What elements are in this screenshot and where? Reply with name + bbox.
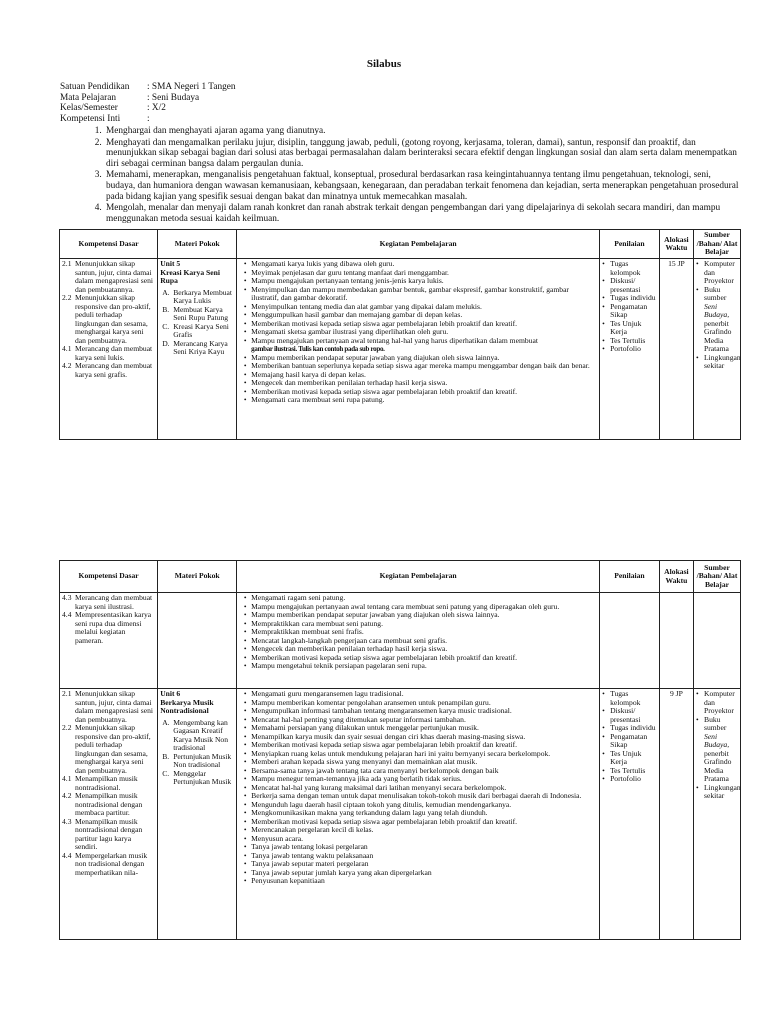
materi-item [160, 306, 234, 323]
kegiatan-text: Mampu memberikan pendapat seputar jawaban yang diajukan oleh siswa lainnya. [251, 352, 500, 362]
kegiatan-text: Mampu menegur teman-temannya jika ada yang berlatih tidak serius. [251, 774, 462, 783]
unit-title: Berkarya Musik Nontradisional [160, 697, 214, 715]
sumber-cell [694, 689, 741, 940]
header-sumber: Sumber /Bahan/ Alat Belajar [694, 230, 741, 259]
sumber-book-title: Seni Budaya, [704, 731, 730, 749]
sumber-item: • Komputer dan Proyektor [696, 260, 738, 286]
kegiatan-text: Mengunduh lagu daerah hasil ciptaan tokoh yang ditulis, kemudian mendengarkanya. [251, 799, 512, 809]
sumber-text: Lingkungan sekitar [704, 782, 741, 800]
kd-text: Menunjukkan sikap santun, jujur, cinta damai dalam mengapresiasi seni dan pembuatnya. [75, 689, 154, 724]
kegiatan-text: Memberikan motivasi kepada setiap siswa agar pembelajaran lebih proaktif dan kreatif. [251, 652, 518, 662]
kegiatan-text: Tanya jawab tentang waktu pelaksanaan [251, 850, 374, 860]
materi-text: Pertunjukan Musik Non tradisional [173, 751, 232, 769]
materi-item [160, 719, 234, 753]
kompetensi-inti-list [60, 126, 740, 225]
header-alokasi: Alokasi Waktu [659, 230, 693, 259]
ki-item: 4. Mengolah, menalar dan menyaji dalam ranah konkret dan ranah abstrak terkait dengan pengembangan dari yang dipelajarinya di sekolah secara mandiri, dan mampu menggunakan metoda sesuai kaidah keilmuan. [104, 203, 740, 224]
kegiatan-text: Memberi arahan kepada siswa yang menyanyi dan memainkan alat musik. [251, 757, 478, 766]
kegiatan-item: • Memberikan motivasi kepada setiap siswa agar pembelajaran lebih proaktif dan kreatif. [243, 318, 518, 328]
kd-item [62, 362, 155, 379]
header-alokasi: Alokasi Waktu [659, 561, 693, 593]
header-penilaian: Penilaian [600, 230, 660, 259]
kegiatan-item: • Mengunduh lagu daerah hasil ciptaan tokoh yang ditulis, kemudian mendengarkanya. [243, 799, 512, 809]
penilaian-item: • Portofolio [602, 344, 641, 353]
penilaian-text: Portofolio [610, 344, 641, 353]
kegiatan-item: • Mencatat langkah-langkah pengerjaan cara membuat seni grafis. [243, 635, 448, 645]
info-label: Kelas/Semester [60, 103, 118, 114]
materi-letter: A. [162, 287, 170, 297]
kd-text: Mempresentasikan karya seni rupa dua dimensi melalui kegiatan pameran. [75, 610, 152, 645]
kd-text: Menunjukkan sikap responsive dan pro-aktif, peduli terhadap lingkungan dan sesama, menghargai karya seni dan pembuatnya. [75, 723, 151, 775]
materi-text: Mengembang kan Gagasan Kreatif Karya Musik Non tradisional [173, 717, 229, 752]
sumber-text: Komputer dan Proyektor [704, 689, 735, 715]
info-label: Mata Pelajaran [60, 92, 117, 103]
kd-item [62, 775, 155, 792]
kegiatan-text: Mampu mengajukan pertanyaan awal tentang cara membuat seni patung yang diperagakan oleh guru. [251, 601, 560, 611]
kd-cell [60, 259, 158, 440]
sumber-text: Buku sumber [704, 714, 727, 732]
kegiatan-text: Mengecek dan memberikan penilaian terhadap hasil kerja siswa. [251, 644, 448, 653]
alokasi-cell [659, 593, 693, 689]
syllabus-table-2 [59, 560, 741, 940]
sumber-item: • Buku sumber Seni Budaya, penerbit Grafindo Media Pratama [696, 714, 732, 783]
kd-number: 4.3 [62, 593, 72, 602]
kd-number: 2.2 [62, 723, 72, 732]
document-title: Silabus [366, 58, 402, 70]
penilaian-text: Pengamatan Sikap [610, 301, 648, 319]
kegiatan-text: Berkerja sama dengan teman untuk dapat menulisakan tokoh-tokoh musik dari berbagai daerah di Indonesia. [251, 791, 582, 800]
kegiatan-item: • Mempraktikkan cara membuat seni patung. [243, 618, 383, 628]
materi-letter: C. [162, 321, 170, 331]
kegiatan-item: • Memberikan motivasi kepada setiap siswa agar pembelajaran lebih proaktif dan kreatif. [243, 816, 518, 826]
kegiatan-cell [237, 689, 600, 940]
kegiatan-item: • Mengumpulkan informasi tambahan tentang mengaransemen karya music tradisional. [243, 706, 512, 715]
kegiatan-item: • Memberikan motivasi kepada setiap siswa agar pembelajaran lebih proaktif dan kreatif. [243, 740, 518, 749]
kd-text: Merancang dan membuat karya seni lukis. [75, 344, 153, 362]
penilaian-item: • Tes Tertulis [602, 765, 646, 775]
kegiatan-text: Tanya jawab seputar materi pergelaran [251, 859, 369, 868]
sumber-item: • Lingkungan sekitar [696, 782, 741, 800]
kegiatan-item: • Memberikan motivasi kepada setiap siswa agar pembelajaran lebih proaktif dan kreatif. [243, 386, 518, 396]
kegiatan-item: • Mampu memberikan pendapat seputar jawaban yang diajukan oleh siswa lainnya. [243, 610, 500, 619]
syllabus-table-1 [59, 229, 741, 440]
kegiatan-item: • Tanya jawab tentang lokasi pergelaran [243, 842, 368, 851]
kegiatan-item: • Mengamati sketsa gambar ilustrasi yang diperlihatkan oleh guru. [243, 327, 449, 336]
kegiatan-text: Memberikan motivasi kepada setiap siswa agar pembelajaran lebih proaktif dan kreatif. [251, 386, 518, 396]
penilaian-cell [600, 259, 660, 440]
info-label: Kompetensi Inti [60, 113, 121, 124]
materi-cell [158, 689, 237, 940]
header-sumber: Sumber /Bahan/ Alat Belajar [694, 561, 741, 593]
materi-letter: D. [162, 338, 170, 348]
penilaian-text: Tes Unjuk Kerja [610, 748, 642, 766]
kegiatan-item: • Mampu memberikan pendapat seputar jawaban yang diajukan oleh siswa lainnya. [243, 352, 500, 362]
kegiatan-item: • Memajang hasil karya di depan kelas. [243, 369, 366, 379]
penilaian-item: • Tes Unjuk Kerja [602, 750, 657, 767]
kd-text: Mempergelarkan musik non tradisional dengan memperhatikan nila- [75, 850, 148, 877]
penilaian-text: Tugas individu [610, 293, 656, 302]
kd-cell [60, 593, 158, 689]
kd-item [62, 690, 155, 724]
penilaian-item: • Tugas kelompok [602, 260, 657, 277]
penilaian-text: Tugas individu [610, 723, 656, 732]
kd-number: 2.2 [62, 293, 72, 302]
materi-text: Berkarya Membuat Karya Lukis [173, 287, 233, 305]
kd-item [62, 594, 155, 611]
kegiatan-item: • Menampilkan karya musik dan syair sesuai dengan ciri khas daerah masing-masing siswa. [243, 731, 526, 741]
kegiatan-text: Memberikan bantuan seperlunya kepada setiap siswa agar mereka mampu menggambar dengan baik dan benar. [251, 361, 590, 370]
kd-number: 4.4 [62, 610, 72, 619]
sumber-cell [694, 259, 741, 440]
kd-text: Menampilkan musik nontradisional dengan membaca partitur. [75, 791, 143, 817]
kd-item [62, 260, 155, 294]
kd-number: 4.2 [62, 791, 72, 800]
kegiatan-text: Memberikan motivasi kepada setiap siswa agar pembelajaran lebih proaktif dan kreatif. [251, 816, 518, 826]
kd-item [62, 818, 155, 852]
kegiatan-text: Merencanakan pergelaran kecil di kelas. [251, 825, 374, 834]
materi-item [160, 289, 234, 306]
header-kompetensi-dasar: Kompetensi Dasar [60, 561, 158, 593]
kegiatan-text: Mempraktikkan cara membuat seni patung. [251, 618, 383, 628]
sumber-text: Komputer dan Proyektor [704, 259, 735, 285]
penilaian-item: • Diskusi/ presentasi [602, 277, 657, 294]
kegiatan-item: • Mampu mengetahui teknik persiapan pagelaran seni rupa. [243, 661, 427, 670]
kegiatan-item: • Mampu mengajukan pertanyaan awal tentang hal-hal yang harus diperhatikan dalam membuat gambar ilustrasi. Tulis kan contoh pada sub ropo. [243, 335, 538, 353]
sumber-text: Lingkungan sekitar [704, 352, 741, 370]
kd-number: 4.1 [62, 774, 72, 783]
header-kegiatan: Kegiatan Pembelajaran [237, 561, 600, 593]
kegiatan-text: Mengamati cara membuat seni rupa patung. [251, 395, 385, 404]
info-row [60, 93, 236, 104]
kegiatan-item: • Menyiapkan ruang kelas untuk mendukung pelajaran hari ini yaitu bernyanyi secara berkelompok. [243, 748, 551, 758]
materi-cell [158, 593, 237, 689]
kd-number: 2.1 [62, 689, 72, 698]
kegiatan-item: • Mampu mengajukan pertanyaan tentang jenis-jenis karya lukis. [243, 276, 444, 285]
kegiatan-text: Mampu mengajukan pertanyaan tentang jenis-jenis karya lukis. [251, 276, 444, 285]
kegiatan-text: Memberikan motivasi kepada setiap siswa agar pembelajaran lebih proaktif dan kreatif. [251, 318, 518, 328]
ki-item: 1. Menghargai dan menghayati ajaran agama yang dianutnya. [104, 126, 740, 137]
kd-text: Menampilkan musik nontradisional dengan partitur lagu karya sendiri. [75, 816, 143, 851]
penilaian-text: Pengamatan Sikap [610, 731, 648, 749]
sumber-publisher: penerbit Grafindo Media Pratama [704, 748, 732, 783]
header-kegiatan: Kegiatan Pembelajaran [237, 230, 600, 259]
penilaian-item: • Diskusi/ presentasi [602, 707, 657, 724]
kegiatan-item: • Tanya jawab seputar jumlah karya yang akan dipergelarkan [243, 867, 432, 877]
penilaian-text: Diskusi/ presentasi [610, 706, 641, 724]
penilaian-text: Tugas kelompok [610, 259, 641, 277]
identity-block [60, 82, 236, 124]
kd-number: 4.4 [62, 850, 72, 860]
penilaian-text: Tes Tertulis [610, 335, 646, 345]
kegiatan-item: • Mencatat hal-hal penting yang ditemukan seputar informasi tambahan. [243, 714, 466, 724]
header-materi-pokok: Materi Pokok [158, 561, 237, 593]
kd-item [62, 345, 155, 362]
header-kompetensi-dasar: Kompetensi Dasar [60, 230, 158, 259]
penilaian-text: Diskusi/ presentasi [610, 276, 641, 294]
kegiatan-text: Mengecek dan memberikan penilaian terhadap hasil kerja siswa. [251, 378, 448, 387]
kegiatan-text: Mencatat hal-hal yang kurang maksimal dari latihan menyanyi secara berkelompok. [251, 782, 507, 792]
kd-item [62, 611, 155, 645]
penilaian-cell [600, 689, 660, 940]
kegiatan-item: • Mampu menegur teman-temannya jika ada yang berlatih tidak serius. [243, 774, 462, 783]
kegiatan-item: • Mengamati ragam seni patung. [243, 593, 346, 602]
kd-number: 4.2 [62, 361, 72, 370]
penilaian-item: • Portofolio [602, 774, 641, 783]
kegiatan-text: Mengamati ragam seni patung. [251, 593, 346, 602]
kegiatan-item: • Memberikan motivasi kepada setiap siswa agar pembelajaran lebih proaktif dan kreatif. [243, 652, 518, 662]
kegiatan-text: Mengumpulkan informasi tambahan tentang mengaransemen karya music tradisional. [251, 706, 512, 715]
sumber-item: • Komputer dan Proyektor [696, 690, 738, 716]
materi-item [160, 753, 234, 770]
info-row [60, 114, 236, 125]
unit-title: Kreasi Karya Seni Rupa [160, 267, 220, 285]
kegiatan-text: Mampu memberikan komentar pengolahan aransemen untuk penampilan guru. [251, 697, 491, 707]
kegiatan-text: Mencatat langkah-langkah pengerjaan cara membuat seni grafis. [251, 635, 448, 645]
kegiatan-item: • Berkerja sama dengan teman untuk dapat menulisakan tokoh-tokoh musik dari berbagai daerah di Indonesia. [243, 791, 582, 800]
kegiatan-text: Mampu mengajukan pertanyaan awal tentang hal-hal yang harus diperhatikan dalam membuat [251, 335, 538, 345]
materi-letter: B. [162, 751, 170, 761]
kd-text: Menunjukkan sikap santun, jujur, cinta damai dalam mengapresiasi seni dan pembuatannya. [75, 259, 154, 294]
kegiatan-item: • Mampu memberikan komentar pengolahan aransemen untuk penampilan guru. [243, 697, 491, 707]
ki-item: 2. Menghayati dan mengamalkan perilaku jujur, disiplin, tanggung jawab, peduli, (gotong royong, kerjasama, toleran, damai), santun, responsif dan proaktif, dan menunjukkan sikap sebagai bagian dari solusi atas berbagai permasalahan dalam berinteraksi secara efektif dengan lingkungan sosial dan alam serta dalam menempatkan diri sebagai cerminan bangsa dalam pergaulan dunia. [104, 138, 740, 170]
materi-item [160, 770, 234, 787]
kegiatan-text: Menyimpulkan tentang media dan alat gambar yang dipakai dalam melukis. [251, 301, 482, 311]
info-value: : [147, 113, 150, 124]
sumber-book-title: Seni Budaya, [704, 301, 730, 319]
penilaian-text: Tes Unjuk Kerja [610, 318, 642, 336]
kegiatan-item: • Menyusun acara. [243, 833, 304, 843]
kegiatan-text: Meyimak penjelasan dar guru tentang manfaat dari menggambar. [251, 267, 449, 277]
kegiatan-text: Mencatat hal-hal penting yang ditemukan seputar informasi tambahan. [251, 714, 466, 724]
kegiatan-item: • Mempraktikkan membuat seni frafis. [243, 627, 364, 636]
kegiatan-text: Menyimpulkan dan mampu membedakan gambar bentuk, gambar ekspresif, gambar konstruktif, gambar ilustratif, dan gambar dekoratif. [251, 284, 569, 302]
info-row [60, 103, 236, 114]
kd-text: Merancang dan membuat karya seni grafis. [75, 361, 153, 379]
kegiatan-text: Mempraktikkan membuat seni frafis. [251, 627, 364, 636]
kegiatan-text: Mengamati guru mengaransemen lagu tradisional. [251, 689, 404, 698]
info-value: : Seni Budaya [147, 92, 200, 103]
kegiatan-item: • Tanya jawab seputar materi pergelaran [243, 859, 369, 868]
penilaian-text: Tes Tertulis [610, 765, 646, 775]
materi-cell [158, 259, 237, 440]
kegiatan-item: • Memahami persiapan yang dilakukan untuk menggelar pertunjukan musik. [243, 723, 479, 732]
kegiatan-text: Menggumpulkan hasil gambar dan memajang gambar di depan kelas. [251, 310, 463, 319]
materi-item [160, 323, 234, 340]
sumber-cell [694, 593, 741, 689]
materi-text: Kreasi Karya Seni Grafis [173, 321, 229, 339]
kd-number: 4.1 [62, 344, 72, 353]
kd-number: 4.3 [62, 816, 72, 826]
kegiatan-text: Menampilkan karya musik dan syair sesuai dengan ciri khas daerah masing-masing siswa. [251, 731, 526, 741]
kegiatan-text: Mengkomunikasikan makna yang terkandung dalam lagu yang telah diunduh. [251, 808, 488, 817]
info-value: : SMA Negeri 1 Tangen [147, 82, 236, 92]
kegiatan-item: • Memberikan bantuan seperlunya kepada setiap siswa agar mereka mampu menggambar dengan baik dan benar. [243, 361, 590, 370]
kegiatan-text: Mengamati sketsa gambar ilustrasi yang diperlihatkan oleh guru. [251, 327, 449, 336]
kd-text: Merancang dan membuat karya seni ilustrasi. [75, 593, 153, 611]
kegiatan-item: • Memberi arahan kepada siswa yang menyanyi dan memainkan alat musik. [243, 757, 478, 766]
kegiatan-item: • Merencanakan pergelaran kecil di kelas. [243, 825, 374, 834]
kd-text: Menunjukkan sikap responsive dan pro-aktif, peduli terhadap lingkungan dan sesama, menghargai karya seni dan pembuatnya. [75, 293, 151, 345]
kd-item [62, 852, 155, 878]
sumber-item: • Buku sumber Seni Budaya, penerbit Grafindo Media Pratama [696, 284, 732, 353]
kegiatan-item: • Mengecek dan memberikan penilaian terhadap hasil kerja siswa. [243, 378, 448, 387]
kegiatan-item: • Mengecek dan memberikan penilaian terhadap hasil kerja siswa. [243, 644, 448, 653]
sumber-item: • Lingkungan sekitar [696, 352, 741, 370]
kegiatan-item: • Penyusunan kepanitiaan [243, 876, 325, 885]
kegiatan-text: Memberikan motivasi kepada setiap siswa agar pembelajaran lebih proaktif dan kreatif. [251, 740, 518, 749]
kegiatan-text: Memajang hasil karya di depan kelas. [251, 369, 366, 379]
kegiatan-cell [237, 593, 600, 689]
kegiatan-text: Menyiapkan ruang kelas untuk mendukung pelajaran hari ini yaitu bernyanyi secara berkelompok. [251, 748, 551, 758]
penilaian-item: • Tugas kelompok [602, 690, 657, 707]
kegiatan-text: Mengamati karya lukis yang dibawa oleh guru. [251, 259, 395, 268]
penilaian-text: Tugas kelompok [610, 689, 641, 707]
kegiatan-text: Penyusunan kepanitiaan [251, 876, 325, 885]
kegiatan-item: • Meyimak penjelasan dar guru tentang manfaat dari menggambar. [243, 267, 449, 277]
kegiatan-item: • Tanya jawab tentang waktu pelaksanaan [243, 850, 374, 860]
kd-number: 2.1 [62, 259, 72, 268]
ki-item: 3. Memahami, menerapkan, menganalisis pengetahuan faktual, konseptual, prosedural berdasarkan rasa keingintahuannya tentang ilmu pengetahuan, teknologi, seni, budaya, dan humaniora dengan wawasan kemanusiaan, kebangsaan, kenegaraan, dan peradaban terkait fenomena dan kejadian, serta menerapkan pengetahuan prosedural pada bidang kajian yang spesifik sesuai dengan bakat dan minatnya untuk memecahkan masalah. [104, 170, 740, 202]
info-row [60, 82, 236, 93]
kegiatan-item: • Mencatat hal-hal yang kurang maksimal dari latihan menyanyi secara berkelompok. [243, 782, 507, 792]
materi-text: Membuat Karya Seni Rupu Patung [173, 304, 229, 322]
kegiatan-item: • Mampu mengajukan pertanyaan awal tentang cara membuat seni patung yang diperagakan oleh guru. [243, 601, 560, 611]
kegiatan-text: Mampu mengetahui teknik persiapan pagelaran seni rupa. [251, 661, 427, 670]
penilaian-item: • Tugas individu [602, 293, 656, 302]
kegiatan-item: • Menyimpulkan tentang media dan alat gambar yang dipakai dalam melukis. [243, 301, 482, 311]
penilaian-item: • Pengamatan Sikap [602, 733, 657, 750]
kegiatan-text: Bersama-sama tanya jawab tentang tata cara menyanyi berkelompok dengan baik [251, 765, 499, 775]
kegiatan-item: • Mengamati guru mengaransemen lagu tradisional. [243, 689, 404, 698]
kegiatan-text: Mampu memberikan pendapat seputar jawaban yang diajukan oleh siswa lainnya. [251, 610, 500, 619]
kegiatan-text: Menyusun acara. [251, 833, 304, 843]
materi-letter: A. [162, 717, 170, 727]
header-penilaian: Penilaian [600, 561, 660, 593]
penilaian-text: Portofolio [610, 774, 641, 783]
kegiatan-blurred-text: gambar ilustrasi. Tulis kan contoh pada sub ropo. [251, 345, 385, 353]
materi-item [160, 340, 234, 357]
info-label: Satuan Pendidikan [60, 82, 130, 92]
kd-cell [60, 689, 158, 940]
kd-text: Menampilkan musik nontradisional. [75, 774, 138, 792]
penilaian-item: • Pengamatan Sikap [602, 303, 657, 320]
penilaian-item: • Tes Tertulis [602, 335, 646, 345]
kegiatan-cell [237, 259, 600, 440]
kd-item [62, 294, 155, 345]
kegiatan-item: • Mengkomunikasikan makna yang terkandung dalam lagu yang telah diunduh. [243, 808, 488, 817]
alokasi-cell: 9 JP [659, 689, 693, 940]
kd-item [62, 792, 155, 818]
kegiatan-item: • Menggumpulkan hasil gambar dan memajang gambar di depan kelas. [243, 310, 463, 319]
alokasi-cell: 15 JP [659, 259, 693, 440]
penilaian-item: • Tes Unjuk Kerja [602, 320, 657, 337]
kegiatan-text: Memahami persiapan yang dilakukan untuk menggelar pertunjukan musik. [251, 723, 479, 732]
kegiatan-item: • Menyimpulkan dan mampu membedakan gambar bentuk, gambar ekspresif, gambar konstruktif, gambar ilustratif, dan gambar dekoratif. [239, 286, 597, 303]
kegiatan-text: Tanya jawab seputar jumlah karya yang akan dipergelarkan [251, 867, 432, 877]
unit-number: Unit 6 [160, 689, 181, 698]
penilaian-item: • Tugas individu [602, 723, 656, 732]
kegiatan-item: • Mengamati karya lukis yang dibawa oleh guru. [243, 259, 395, 268]
unit-number: Unit 5 [160, 259, 181, 268]
sumber-publisher: penerbit Grafindo Media Pratama [704, 318, 732, 353]
materi-letter: C. [162, 768, 170, 778]
kegiatan-item: • Bersama-sama tanya jawab tentang tata cara menyanyi berkelompok dengan baik [243, 765, 499, 775]
sumber-text: Buku sumber [704, 284, 727, 302]
materi-letter: B. [162, 304, 170, 314]
penilaian-cell [600, 593, 660, 689]
kd-item [62, 724, 155, 775]
kegiatan-item: • Mengamati cara membuat seni rupa patung. [243, 395, 385, 404]
materi-text: Merancang Karya Seni Kriya Kayu [173, 338, 228, 356]
materi-text: Menggelar Pertunjukan Musik [173, 768, 232, 786]
kegiatan-text: Tanya jawab tentang lokasi pergelaran [251, 842, 368, 851]
info-value: : X/2 [147, 103, 166, 114]
header-materi-pokok: Materi Pokok [158, 230, 237, 259]
